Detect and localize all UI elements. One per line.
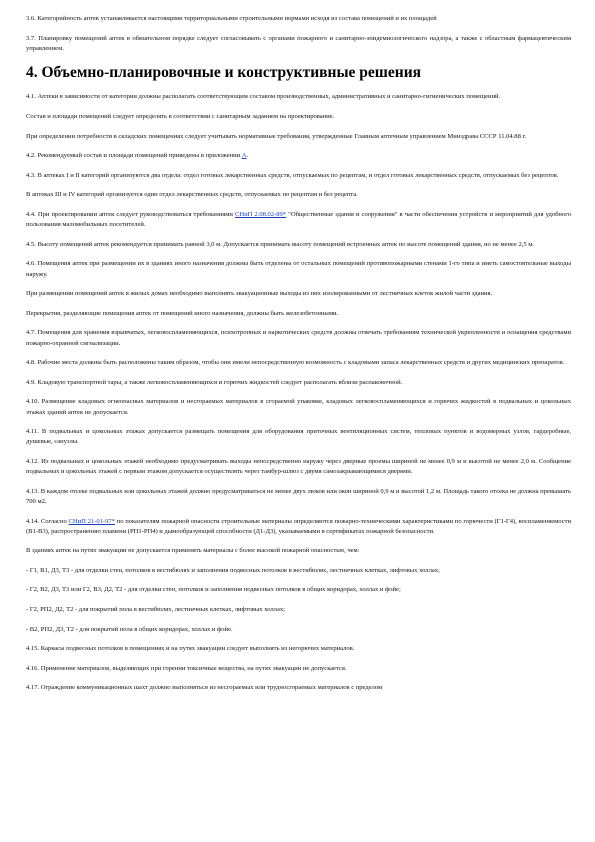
paragraph-4-1: 4.1. Аптеки в зависимости от категории должны располагать соответствующим составом производственных, административных и санитарно-гигиенических помещений. — [26, 93, 501, 101]
paragraph-4-8: 4.8. Рабочие места должны быть расположены таким образом, чтобы они имели непосредственную возможность с кладовыми запаса лекарственных средств и других медицинских препаратов. — [26, 359, 565, 367]
list-item: - Г2, В2, Д3, Т3 или Г2, В3, Д2, Т2 - для отделки стен, потолков и заполнения подвесных потолков в общих коридорах, холлах и фойе; — [26, 586, 401, 594]
paragraph-4-6-b: При размещении помещений аптек в жилых домах необходимо выполнять эвакуационные выходы из них изолированными от лестничных клеток жилой части здания. — [26, 290, 493, 298]
paragraph-4-1-b: Состав и площади помещений следует определять в соответствии с санитарным заданием на проектирование. — [26, 112, 335, 120]
paragraph-3-7: 3.7. Планировку помещений аптек в обязательном порядке следует согласовывать с органами пожарного и санитарно-эпидемиологического надзора, а также с областным фармацевтическим управлением. — [26, 34, 571, 52]
list-item: - Г2, РП2, Д2, Т2 - для покрытий пола в вестибюлях, лестничных клетках, лифтовых холлах; — [26, 606, 285, 614]
paragraph-4-17: 4.17. Ограждение коммуникационных шахт должно выполняться из несгораемых или трудносгораемых материалов с пределом — [26, 684, 383, 692]
paragraph-4-11: 4.11. В подвальных и цокольных этажах допускается размещать помещения для оборудования приточных вентиляционных систем, тепловых пунктов и водомерных узлов, гардеробные, душевые, санузлы. — [26, 428, 571, 446]
paragraph-4-14 — [26, 517, 571, 537]
paragraph-4-14-b: В зданиях аптек на путях эвакуации не допускается применять материалы с более высокой пожарной опасностью, чем: — [26, 547, 360, 555]
paragraph-4-6-c: Перекрытия, разделяющие помещения аптек от помещений иного назначения, должны быть железобетонными. — [26, 309, 339, 317]
appendix-a-link[interactable]: А — [241, 152, 247, 160]
paragraph-4-6: 4.6. Помещения аптек при размещении их в зданиях иного назначения должны быть отделены от остальных помещений противопожарными стенами 1-го типа и иметь самостоятельные выходы наружу. — [26, 260, 571, 278]
paragraph-4-4 — [26, 210, 571, 230]
paragraph-4-4-end: "Общественные здания и сооружения" в части обеспечения устройств и мероприятий для удобного пользования маломобильных посетителей. — [26, 210, 572, 229]
paragraph-4-14-text: 4.14. Согласно — [26, 517, 69, 525]
paragraph-4-3-b: В аптеках III и IV категорий организуется один отдел лекарственных средств, отпускаемых по рецептам и без рецепта. — [26, 191, 358, 199]
section-heading: 4. Объемно-планировочные и конструктивные решения — [26, 64, 422, 82]
paragraph-4-2 — [26, 151, 571, 161]
paragraph-4-7: 4.7. Помещения для хранения взрывчатых, легковоспламеняющихся, психотропных и наркотических средств должны отвечать требованиям технической укрепленности и оснащения средствами пожарно-охранной сигнализации. — [26, 329, 571, 347]
paragraph-4-9: 4.9. Кладовую транспортной тары, а также легковоспламеняющихся и горючих жидкостей следует располагать вблизи распаковочной. — [26, 378, 403, 386]
list-item: - В2, РП2, Д3, Т2 - для покрытий пола в общих коридорах, холлах и фойе. — [26, 625, 233, 633]
paragraph-4-15: 4.15. Каркасы подвесных потолков в помещениях и на путях эвакуации следует выполнять из негорючих материалов. — [26, 645, 355, 653]
paragraph-4-14-end: по показателям пожарной опасности строительные материалы определяются пожарно-техническими характеристиками по горючести (Г1-Г4), воспламеняемости (В1-В3), распространению пламени (РП1-РП4) и дымообразующей способности (Д1-Д3), указываемыми в сертификатах пожарной безопасности. — [26, 517, 572, 535]
document-page — [26, 14, 571, 700]
paragraph-3-6: 3.6. Категорийность аптек устанавливается настоящими территориальными строительными нормами исходя из состава помещений и их площадей — [26, 15, 437, 22]
paragraph-4-4-text: 4.4. При проектировании аптек следует руководствоваться требованиями — [26, 210, 235, 218]
paragraph-4-2-end: . — [246, 152, 249, 160]
snip-21-01-97-link[interactable]: СНиП 21-01-97* — [68, 517, 115, 525]
paragraph-4-12: 4.12. Из подвальных и цокольных этажей необходимо предусматривать выходы непосредственно наружу через дверные проемы шириной не менее 0,9 м и высотой не менее 2,0 м. Сообщение подвальных и цокольных этажей с первым этажом допускается осуществлять через тамбур-шлюз с двумя самозакрывающимися дверями. — [26, 457, 571, 476]
paragraph-4-10: 4.10. Размещение кладовых огнеопасных материалов и несгораемых материалов в сгораемой упаковке, кладовых легковоспламеняющихся и горючих жидкостей в подвальных и цокольных этажах зданий аптек не допускается. — [26, 398, 571, 416]
paragraph-4-2-text: 4.2. Рекомендуемый состав и площади помещений приведены в приложении — [26, 152, 242, 160]
snip-2-08-02-89-link[interactable]: СНиП 2.08.02-89* — [234, 210, 287, 218]
paragraph-4-13: 4.13. В каждом отсеке подвальных или цокольных этажей должно предусматриваться не менее двух люков или окон шириной 0,9 м и высотой 1,2 м. Площадь такого отсека не должна превышать 700 м2. — [26, 487, 571, 505]
list-item: - Г1, В1, Д3, Т3 - для отделки стен, потолков в вестибюлях и заполнения подвесных потолков в вестибюлях, лестничных клетках, лифтовых холлах; — [26, 566, 440, 574]
paragraph-4-1-c: При определении потребности в складских помещениях следует учитывать нормативные требования, утвержденные Главным аптечным управлением Минздрава СССР 11.04.88 г. — [26, 132, 527, 140]
paragraph-4-16: 4.16. Применение материалов, выделяющих при горении токсичные вещества, на путях эвакуации не допускается. — [26, 664, 347, 672]
paragraph-4-5: 4.5. Высоту помещений аптек рекомендуется принимать равной 3,0 м. Допускается принимать высоту помещений встроенных аптек по высоте помещений здания, но не менее 2,5 м. — [26, 240, 535, 248]
paragraph-4-3: 4.3. В аптеках I и II категорий организуются два отдела: отдел готовых лекарственных средств, отпускаемых по рецептам, и отдел готовых лекарственных средств, отпускаемых без рецептов. — [26, 171, 559, 179]
